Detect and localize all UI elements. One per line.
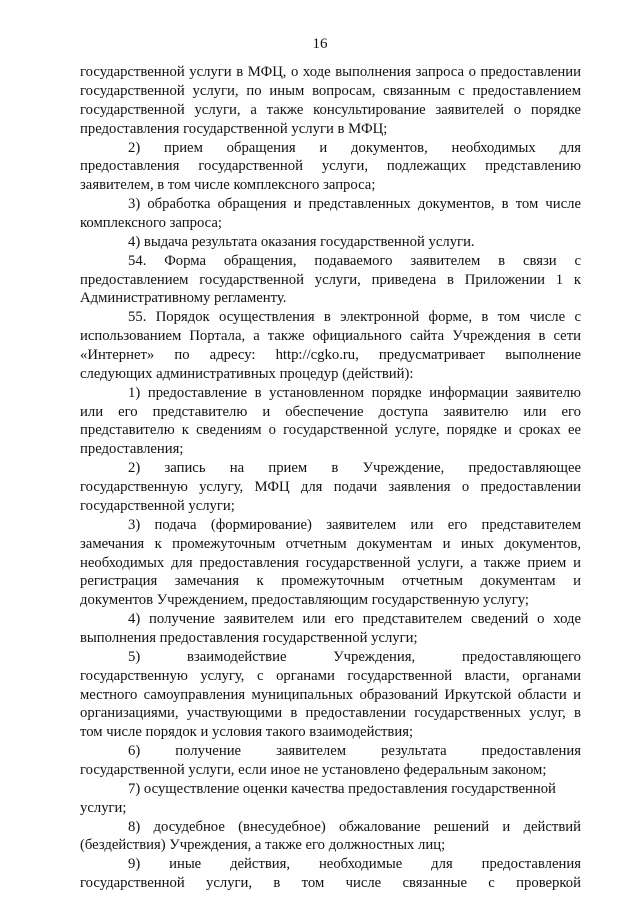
text-line: 5) взаимодействие Учреждения, предоставляющего (128, 648, 581, 665)
text-line: (бездействия) Учреждения, а также его должностных лиц; (80, 837, 446, 854)
text-line: следующих административных процедур (действий): (80, 365, 414, 382)
text-line: 9) иные действия, необходимые для предоставления (128, 856, 581, 873)
text-line: 2) прием обращения и документов, необходимых для (128, 139, 581, 156)
text-line: государственную услугу, с органами государственной власти, органами (80, 667, 581, 684)
text-line: необходимых для предоставления государственной услуги, а также прием и (80, 554, 581, 571)
text-line: предоставления; (80, 441, 184, 458)
page-number: 16 (312, 36, 328, 52)
text-line: предоставления государственной услуги в МФЦ; (80, 120, 388, 137)
text-line: «Интернет» по адресу: http://cgko.ru, предусматривает выполнение (80, 347, 581, 363)
text-line: государственной услуги, в том числе связанные с проверкой (80, 875, 581, 892)
text-line: 2) запись на прием в Учреждение, предоставляющее (128, 460, 581, 477)
text-line: государственную услугу, МФЦ для подачи заявления о предоставлении (80, 479, 581, 495)
text-line: 7) осуществление оценки качества предоставления государственной (128, 780, 556, 797)
text-line: замечания к промежуточным отчетным документам и иных документов, (80, 535, 581, 552)
text-line: предоставления государственной услуги, подлежащих представлению (80, 158, 581, 175)
text-line: том числе порядок и условия такого взаимодействия; (80, 724, 414, 741)
text-line: 3) обработка обращения и представленных документов, в том числе (128, 196, 581, 212)
text-line: государственной услуги в МФЦ, о ходе выполнения запроса о предоставлении (80, 64, 581, 80)
text-line: 1) предоставление в установленном порядке информации заявителю (128, 384, 581, 401)
text-line: 4) получение заявителем или его представителем сведений о ходе (128, 611, 581, 627)
text-line: государственной услуги, а также консультирование заявителей о порядке (80, 101, 581, 118)
text-line: заявителем, в том числе комплексного запроса; (80, 177, 376, 194)
text-line: 3) подача (формирование) заявителем или его представителем (128, 516, 581, 533)
text-line: 6) получение заявителем результата предоставления (128, 743, 581, 760)
text-line: организациями, участвующими в предоставлении государственных услуг, в (80, 705, 581, 722)
text-line: 8) досудебное (внесудебное) обжалование решений и действий (128, 818, 581, 835)
text-line: документов Учреждением, предоставляющим государственную услугу; (80, 592, 529, 609)
text-line: использованием Портала, а также официального сайта Учреждения в сети (80, 328, 581, 345)
text-line: Административному регламенту. (80, 290, 287, 307)
text-line: 54. Форма обращения, подаваемого заявителем в связи с (128, 252, 581, 269)
text-line: предоставлением государственной услуги, приведена в Приложении 1 к (80, 271, 581, 288)
text-line: регистрация замечания к промежуточным отчетным документам и (80, 573, 581, 590)
text-line: 55. Порядок осуществления в электронной форме, в том числе с (128, 309, 581, 326)
text-line: местного самоуправления муниципальных образований Иркутской области и (80, 686, 581, 703)
text-line: услуги; (80, 799, 127, 816)
text-line: выполнения предоставления государственной услуги; (80, 629, 418, 646)
text-line: комплексного запроса; (80, 214, 222, 231)
text-line: государственной услуги, если иное не установлено федеральным законом; (80, 762, 547, 778)
text-line: государственной услуги; (80, 497, 235, 514)
text-line: или его представителю и обеспечение доступа заявителю или его (80, 403, 581, 420)
text-line: государственной услуги, по иным вопросам, связанным с предоставлением (80, 82, 581, 99)
text-line: 4) выдача результата оказания государственной услуги. (128, 233, 475, 250)
text-line: представителю к сведениям о государственной услуге, порядке и сроках ее (80, 422, 581, 439)
